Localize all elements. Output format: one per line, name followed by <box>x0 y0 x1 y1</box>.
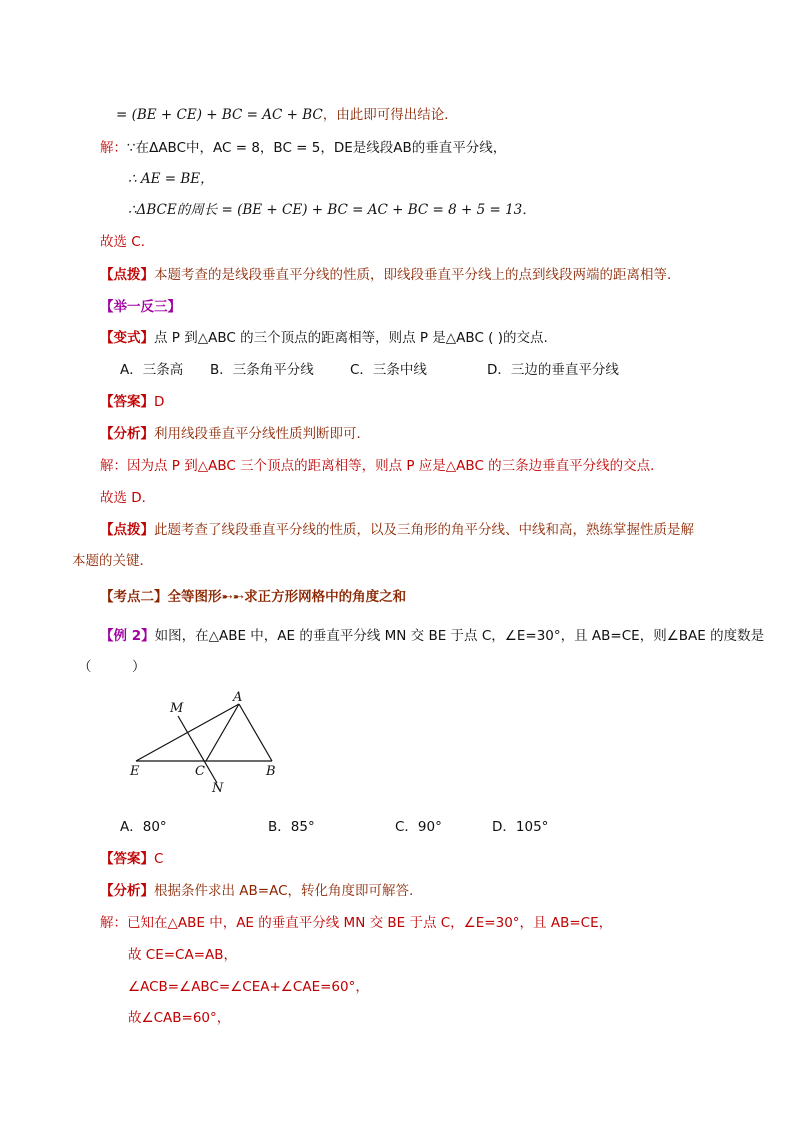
option-d: D．三边的垂直平分线 <box>487 362 619 378</box>
option-c: C．三条中线 <box>350 362 427 378</box>
answer-tag: 【答案】 <box>100 394 154 410</box>
tip-line-2 <box>100 518 694 538</box>
conclusion-text: ，由此即可得出结论． <box>322 107 458 123</box>
section-heading-2: 【考点二】全等图形➸➸求正方形网格中的角度之和 <box>100 589 407 605</box>
example-question <box>100 624 764 644</box>
solution-line-2: ∴ AE = BE， <box>128 171 214 187</box>
solution-line-8: 故∠CAB=60°， <box>128 1010 231 1026</box>
tip-tag: 【点拨】 <box>100 267 154 283</box>
formula-line-1 <box>116 103 458 123</box>
analysis-text-2: 根据条件求出 AB=AC，转化角度即可解答. <box>154 883 414 899</box>
label-b: B <box>266 764 276 779</box>
label-m: M <box>170 701 184 716</box>
answer-value-2: C <box>154 851 164 867</box>
solution-line-6: 故 CE=CA=AB， <box>128 947 238 963</box>
answer-line-2 <box>100 847 163 867</box>
formula: = (BE + CE) + BC = AC + BC <box>116 107 323 123</box>
analysis-tag-2: 【分析】 <box>100 883 154 899</box>
segment-ab <box>239 704 272 761</box>
answer-line-1 <box>100 390 164 410</box>
option-c-2: C．90° <box>395 819 442 835</box>
label-e: E <box>130 764 140 779</box>
solution-line-3: ∴ΔBCE的周长 = (BE + CE) + BC = AC + BC = 8 + 5 = 13． <box>128 202 536 218</box>
solution-line-1 <box>100 136 506 156</box>
answer-value: D <box>154 394 165 410</box>
solution-label: 解： <box>100 140 127 156</box>
tip-line-1 <box>100 263 681 283</box>
tip-tag-2: 【点拨】 <box>100 522 154 538</box>
label-n: N <box>212 781 224 796</box>
option-b: B．三条角平分线 <box>210 362 314 378</box>
tip-line-3: 本题的关键． <box>72 553 153 569</box>
option-a: A．三条高 <box>120 362 184 378</box>
example-text: 如图，在△ABE 中，AE 的垂直平分线 MN 交 BE 于点 C，∠E=30°，且 AB=CE，则∠BAE 的度数是 <box>154 628 765 644</box>
section-heading-variants: 【举一反三】 <box>100 299 181 315</box>
analysis-line-1 <box>100 422 370 442</box>
analysis-tag: 【分析】 <box>100 426 154 442</box>
solution-line-4: 解：因为点 P 到△ABC 三个顶点的距离相等，则点 P 应是△ABC 的三条边垂直平分线的交点． <box>100 458 664 474</box>
variant-text: 点 P 到△ABC 的三个顶点的距离相等，则点 P 是△ABC ( )的交点. <box>154 330 548 346</box>
label-c: C <box>195 764 205 779</box>
solution-text: ∵在ΔABC中，AC = 8，BC = 5，DE是线段AB的垂直平分线， <box>127 140 507 156</box>
option-a-2: A．80° <box>120 819 167 835</box>
option-d-2: D．105° <box>492 819 549 835</box>
analysis-text: 利用线段垂直平分线性质判断即可． <box>154 426 370 442</box>
label-a: A <box>233 690 243 705</box>
tip-text: 本题考查的是线段垂直平分线的性质，即线段垂直平分线上的点到线段两端的距离相等． <box>154 267 681 283</box>
variant-tag: 【变式】 <box>100 330 154 346</box>
tip-text-2: 此题考查了线段垂直平分线的性质，以及三角形的角平分线、中线和高，熟练掌握性质是解 <box>154 522 694 538</box>
choice-line-2: 故选 D． <box>100 490 156 506</box>
solution-line-5: 解：已知在△ABE 中，AE 的垂直平分线 MN 交 BE 于点 C，∠E=30°，且 AB=CE， <box>100 915 613 931</box>
choice-line-1: 故选 C． <box>100 234 155 250</box>
example-tag: 【例 2】 <box>100 628 155 644</box>
analysis-line-2 <box>100 879 413 899</box>
solution-line-7: ∠ACB=∠ABC=∠CEA+∠CAE=60°， <box>128 979 369 995</box>
answer-blank: （ ） <box>78 659 146 675</box>
option-b-2: B．85° <box>268 819 315 835</box>
variant-question <box>100 326 548 346</box>
answer-tag-2: 【答案】 <box>100 851 154 867</box>
triangle-figure <box>120 688 290 798</box>
